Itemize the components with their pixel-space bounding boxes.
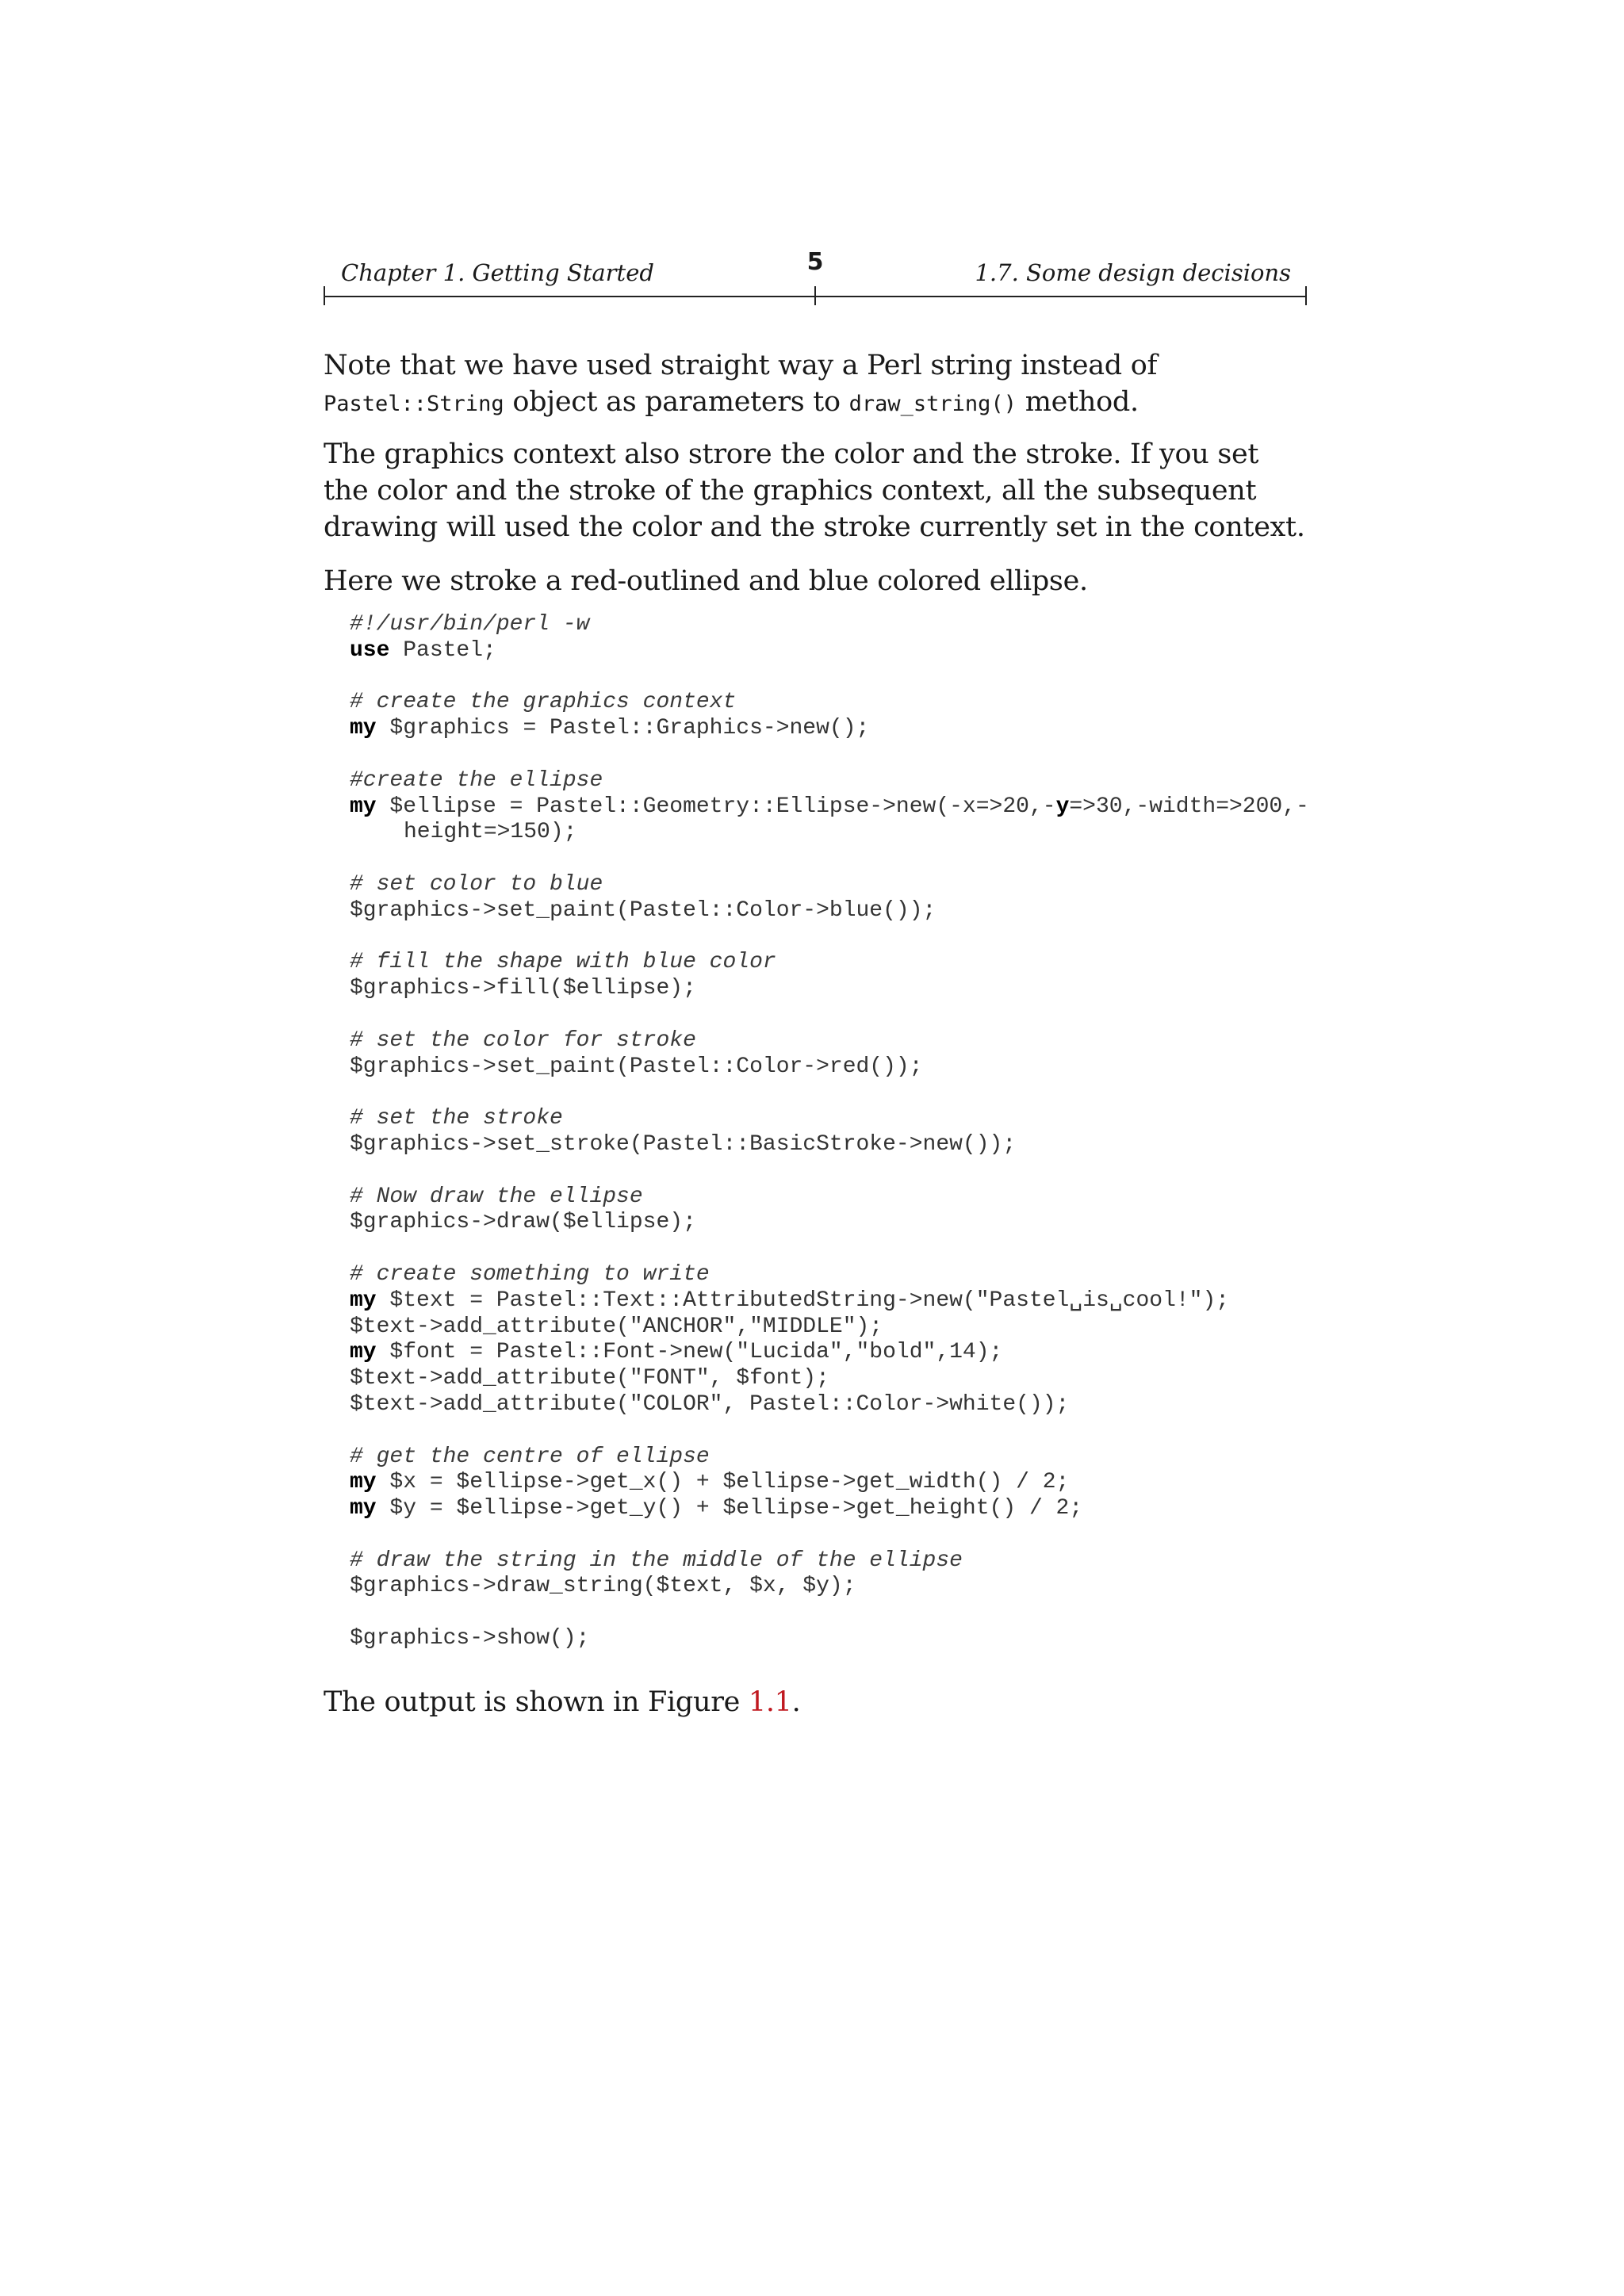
code-line [350,1158,1307,1184]
code-text: $ellipse = Pastel::Geometry::Ellipse->new(-x=>20,- [376,794,1056,819]
header-rule-tick-center [814,286,816,305]
inline-code-pastel-string: Pastel::String [324,392,504,416]
code-line [350,1548,1307,1575]
code-line [350,846,1307,872]
code-line [350,1366,1307,1392]
code-line [350,1340,1307,1366]
code-keyword: my [350,716,377,741]
code-line [350,1496,1307,1522]
paragraph-ellipse-intro: Here we stroke a red-outlined and blue colored ellipse. [324,565,1088,597]
inline-code-draw-string: draw_string() [848,392,1017,416]
paragraph-text: method. [1016,386,1139,418]
code-line [350,742,1307,768]
code-line [350,716,1307,742]
code-line [350,1132,1307,1158]
code-line [350,1288,1307,1314]
code-comment: #!/usr/bin/perl -w [350,612,590,637]
header-chapter-title: Chapter 1. Getting Started [341,259,654,286]
code-line [350,924,1307,951]
code-line [350,768,1307,794]
code-text: $graphics->draw($ellipse); [350,1210,696,1235]
page-number: 5 [806,248,824,276]
header-section-title: 1.7. Some design decisions [975,259,1291,286]
code-line [350,1054,1307,1081]
code-line [350,1626,1307,1652]
code-line [350,1470,1307,1496]
code-keyword: my [350,794,377,819]
code-text: Pastel; [389,637,496,663]
code-line [350,1314,1307,1341]
code-text: $text->add_attribute("COLOR", Pastel::Color->white()); [350,1391,1070,1417]
running-header [324,242,1307,299]
code-line [350,950,1307,976]
code-comment: # create the graphics context [350,690,737,715]
code-comment: # set the stroke [350,1106,563,1131]
code-line [350,1002,1307,1028]
code-text: $font = Pastel::Font->new("Lucida","bold",14); [376,1340,1003,1365]
code-text: =>30,-width=>200,- [1069,794,1309,819]
code-keyword: my [350,1340,377,1365]
code-line [350,1210,1307,1236]
paragraph-text: object as parameters to [504,386,849,418]
code-comment: # set color to blue [350,871,603,897]
code-keyword: y [1055,794,1070,819]
paragraph-text: Note that we have used straight way a Perl string instead of [324,350,1158,381]
code-comment: # Now draw the ellipse [350,1184,643,1209]
code-text: $graphics = Pastel::Graphics->new(); [376,716,870,741]
code-text: $graphics->show(); [350,1626,590,1651]
code-comment: #create the ellipse [350,767,603,793]
code-text: $x = $ellipse->get_x() + $ellipse->get_width() / 2; [376,1470,1070,1495]
paragraph-graphics-context: The graphics context also strore the color and the stroke. If you set the color and the stroke of the graphics context, all the subsequent drawing will used the color and the stroke currently set in the context. [324,438,1305,543]
code-text: $graphics->fill($ellipse); [350,976,696,1001]
code-line [350,664,1307,691]
code-text: height=>150); [404,820,577,845]
code-line [350,638,1307,664]
code-line [350,1522,1307,1548]
figure-reference-link[interactable]: 1.1 [748,1686,792,1718]
code-line [350,1106,1307,1132]
code-listing [350,612,1307,1652]
code-line [350,898,1307,924]
paragraph-output-note [324,1684,1307,1720]
code-text: $graphics->set_paint(Pastel::Color->blue()); [350,897,936,923]
code-keyword: my [350,1496,377,1521]
code-line [350,1418,1307,1445]
header-rule-tick-left [324,286,325,305]
code-text: $y = $ellipse->get_y() + $ellipse->get_height() / 2; [376,1496,1083,1521]
code-line [350,1184,1307,1211]
code-line [350,1028,1307,1054]
code-line [350,1445,1307,1471]
code-text: $graphics->set_stroke(Pastel::BasicStroke->new()); [350,1131,1017,1157]
code-text: $graphics->set_paint(Pastel::Color->red()); [350,1054,923,1079]
paragraph-text: . [791,1686,801,1718]
paragraph-text: The output is shown in Figure [324,1686,749,1718]
paragraph-perl-string-note [324,347,1307,423]
code-keyword: my [350,1288,377,1313]
code-comment: # get the centre of ellipse [350,1444,710,1469]
header-rule-tick-right [1305,286,1307,305]
code-line [350,794,1307,821]
code-keyword: use [350,637,390,663]
code-comment: # fill the shape with blue color [350,950,776,975]
code-line [350,690,1307,716]
code-line [350,1262,1307,1288]
code-line [350,1574,1307,1600]
code-comment: # create something to write [350,1261,710,1287]
code-text: $text->add_attribute("ANCHOR","MIDDLE"); [350,1314,883,1339]
code-text: $text = Pastel::Text::AttributedString->new("Pastel␣is␣cool!"); [376,1288,1230,1313]
code-line [350,612,1307,638]
code-line [350,1236,1307,1262]
code-comment: # set the color for stroke [350,1027,696,1053]
code-line [350,872,1307,898]
code-line [350,1392,1307,1418]
code-line [350,820,1307,846]
code-line [350,976,1307,1002]
code-comment: # draw the string in the middle of the ellipse [350,1548,963,1573]
code-line [350,1600,1307,1626]
code-line [350,1080,1307,1106]
code-text: $text->add_attribute("FONT", $font); [350,1366,829,1391]
code-text: $graphics->draw_string($text, $x, $y); [350,1574,856,1599]
code-keyword: my [350,1470,377,1495]
